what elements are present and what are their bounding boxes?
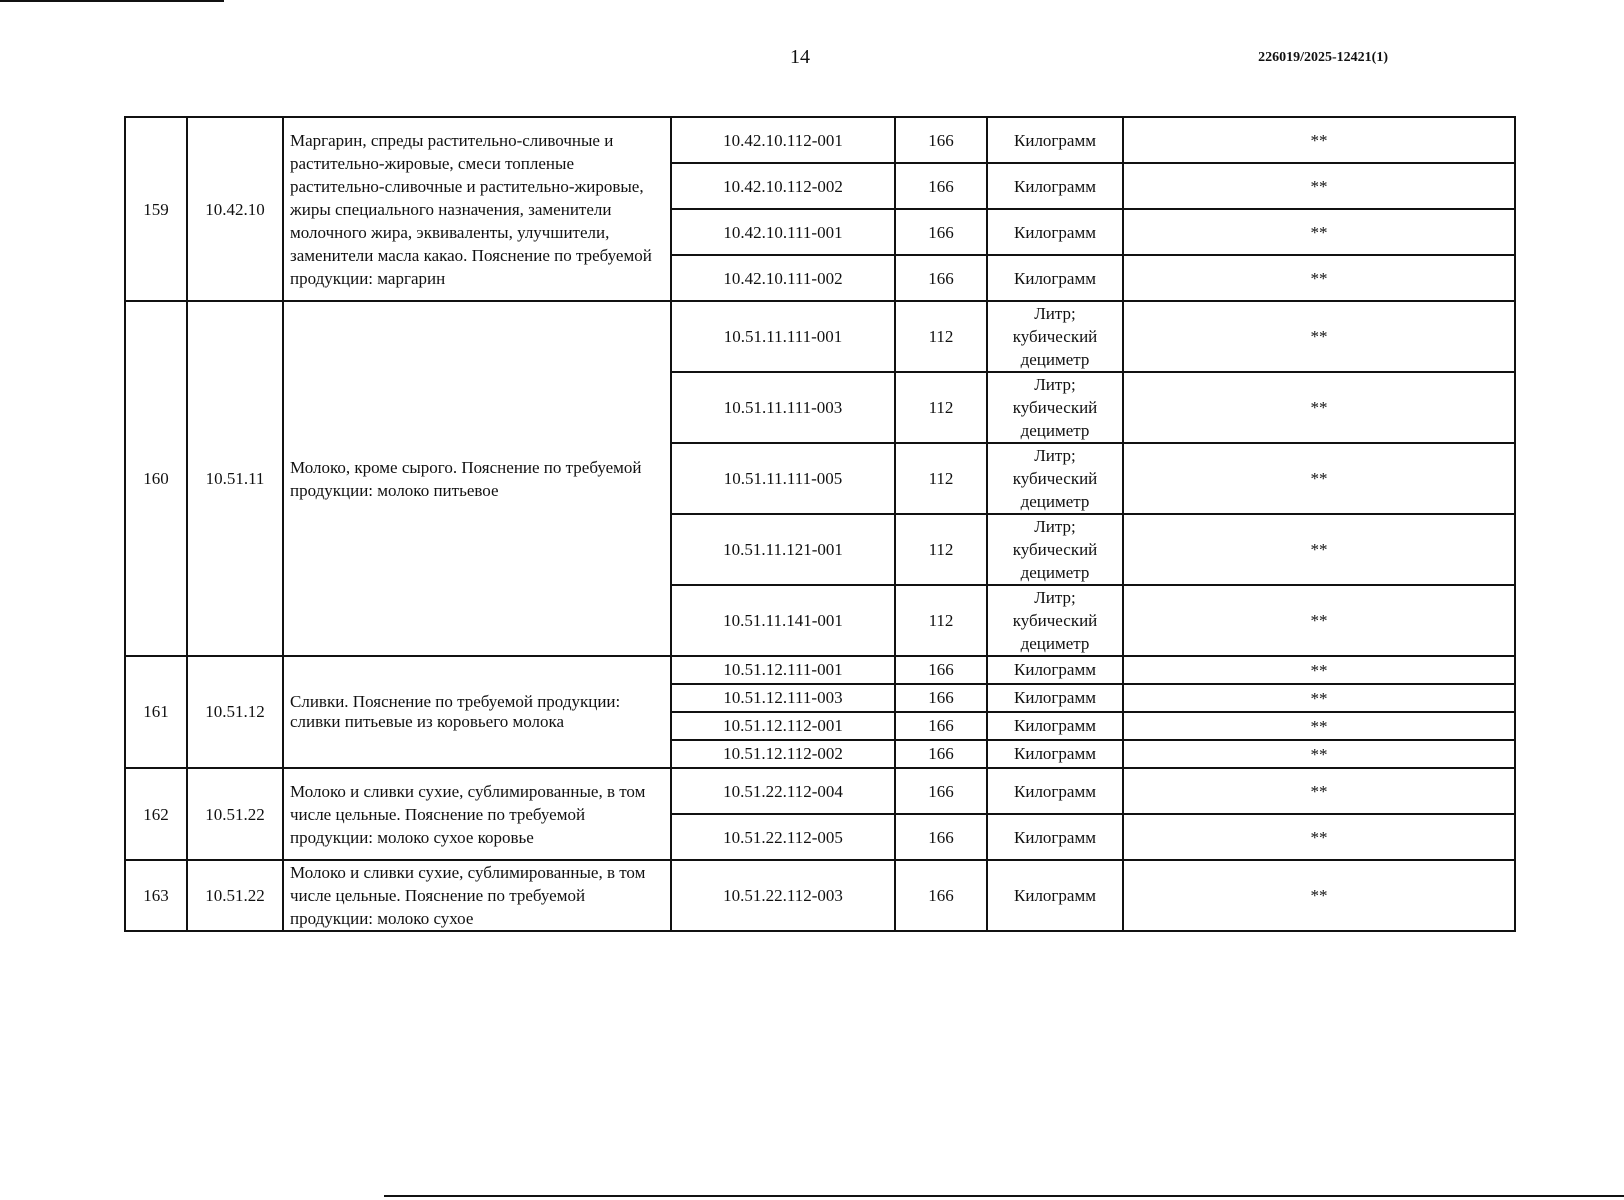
unit-of-measure: Килограмм <box>987 684 1123 712</box>
page-number: 14 <box>790 46 810 68</box>
okpd2-code: 10.51.12.112-001 <box>671 712 895 740</box>
unit-of-measure: Килограмм <box>987 163 1123 209</box>
value-cell: ** <box>1123 740 1515 768</box>
row-number: 159 <box>125 117 187 301</box>
value-cell: ** <box>1123 860 1515 931</box>
unit-of-measure: Килограмм <box>987 712 1123 740</box>
okei-code: 112 <box>895 514 987 585</box>
classification-code: 10.51.11 <box>187 301 283 656</box>
row-number: 161 <box>125 656 187 768</box>
table-body <box>125 117 1515 931</box>
okpd2-code: 10.42.10.112-002 <box>671 163 895 209</box>
okpd2-code: 10.51.11.111-005 <box>671 443 895 514</box>
okei-code: 166 <box>895 768 987 814</box>
unit-of-measure: Килограмм <box>987 209 1123 255</box>
okpd2-code: 10.51.22.112-004 <box>671 768 895 814</box>
row-number: 163 <box>125 860 187 931</box>
value-cell: ** <box>1123 684 1515 712</box>
value-cell: ** <box>1123 712 1515 740</box>
okpd2-code: 10.42.10.112-001 <box>671 117 895 163</box>
classification-code: 10.42.10 <box>187 117 283 301</box>
unit-of-measure: Литр; кубический дециметр <box>987 514 1123 585</box>
value-cell: ** <box>1123 372 1515 443</box>
unit-of-measure: Килограмм <box>987 255 1123 301</box>
value-cell: ** <box>1123 209 1515 255</box>
okei-code: 166 <box>895 117 987 163</box>
okpd2-code: 10.51.12.111-003 <box>671 684 895 712</box>
classification-code: 10.51.22 <box>187 860 283 931</box>
unit-of-measure: Килограмм <box>987 740 1123 768</box>
unit-of-measure: Литр; кубический дециметр <box>987 585 1123 656</box>
okei-code: 166 <box>895 255 987 301</box>
okei-code: 166 <box>895 860 987 931</box>
okei-code: 166 <box>895 656 987 684</box>
product-description: Молоко и сливки сухие, сублимированные, в том числе цельные. Пояснение по требуемой продукции: молоко сухое коровье <box>283 768 671 860</box>
value-cell: ** <box>1123 443 1515 514</box>
value-cell: ** <box>1123 585 1515 656</box>
okei-code: 166 <box>895 163 987 209</box>
product-description: Сливки. Пояснение по требуемой продукции: сливки питьевые из коровьего молока <box>283 656 671 768</box>
value-cell: ** <box>1123 117 1515 163</box>
okpd2-code: 10.51.11.111-003 <box>671 372 895 443</box>
product-description: Молоко, кроме сырого. Пояснение по требуемой продукции: молоко питьевое <box>283 301 671 656</box>
table-row <box>125 768 1515 814</box>
okei-code: 166 <box>895 814 987 860</box>
okei-code: 112 <box>895 443 987 514</box>
okpd2-code: 10.51.12.111-001 <box>671 656 895 684</box>
procurement-table <box>124 116 1516 932</box>
row-number: 162 <box>125 768 187 860</box>
classification-code: 10.51.22 <box>187 768 283 860</box>
value-cell: ** <box>1123 768 1515 814</box>
value-cell: ** <box>1123 814 1515 860</box>
okei-code: 112 <box>895 585 987 656</box>
unit-of-measure: Литр; кубический дециметр <box>987 443 1123 514</box>
unit-of-measure: Килограмм <box>987 814 1123 860</box>
unit-of-measure: Килограмм <box>987 768 1123 814</box>
okei-code: 166 <box>895 684 987 712</box>
value-cell: ** <box>1123 255 1515 301</box>
product-description: Маргарин, спреды растительно-сливочные и растительно-жировые, смеси топленые растительно-сливочные и растительно-жировые, жиры специального назначения, заменители молочного жира, эквиваленты, улучшители, заменители масла какао. Пояснение по требуемой продукции: маргарин <box>283 117 671 301</box>
table-row <box>125 860 1515 931</box>
value-cell: ** <box>1123 656 1515 684</box>
unit-of-measure: Килограмм <box>987 117 1123 163</box>
okei-code: 112 <box>895 301 987 372</box>
row-number: 160 <box>125 301 187 656</box>
table-row <box>125 301 1515 372</box>
unit-of-measure: Литр; кубический дециметр <box>987 301 1123 372</box>
unit-of-measure: Килограмм <box>987 656 1123 684</box>
okei-code: 112 <box>895 372 987 443</box>
bottom-edge-rule <box>384 1195 1624 1197</box>
classification-code: 10.51.12 <box>187 656 283 768</box>
document-id: 226019/2025-12421(1) <box>1258 50 1388 65</box>
okei-code: 166 <box>895 740 987 768</box>
okei-code: 166 <box>895 712 987 740</box>
okpd2-code: 10.42.10.111-001 <box>671 209 895 255</box>
unit-of-measure: Литр; кубический дециметр <box>987 372 1123 443</box>
unit-of-measure: Килограмм <box>987 860 1123 931</box>
okpd2-code: 10.51.12.112-002 <box>671 740 895 768</box>
okpd2-code: 10.51.11.121-001 <box>671 514 895 585</box>
okpd2-code: 10.42.10.111-002 <box>671 255 895 301</box>
okpd2-code: 10.51.11.111-001 <box>671 301 895 372</box>
okpd2-code: 10.51.22.112-003 <box>671 860 895 931</box>
okpd2-code: 10.51.22.112-005 <box>671 814 895 860</box>
table-row <box>125 117 1515 163</box>
value-cell: ** <box>1123 514 1515 585</box>
product-description: Молоко и сливки сухие, сублимированные, в том числе цельные. Пояснение по требуемой продукции: молоко сухое <box>283 860 671 931</box>
okei-code: 166 <box>895 209 987 255</box>
okpd2-code: 10.51.11.141-001 <box>671 585 895 656</box>
top-edge-rule <box>0 0 224 2</box>
value-cell: ** <box>1123 163 1515 209</box>
value-cell: ** <box>1123 301 1515 372</box>
table-row <box>125 656 1515 684</box>
